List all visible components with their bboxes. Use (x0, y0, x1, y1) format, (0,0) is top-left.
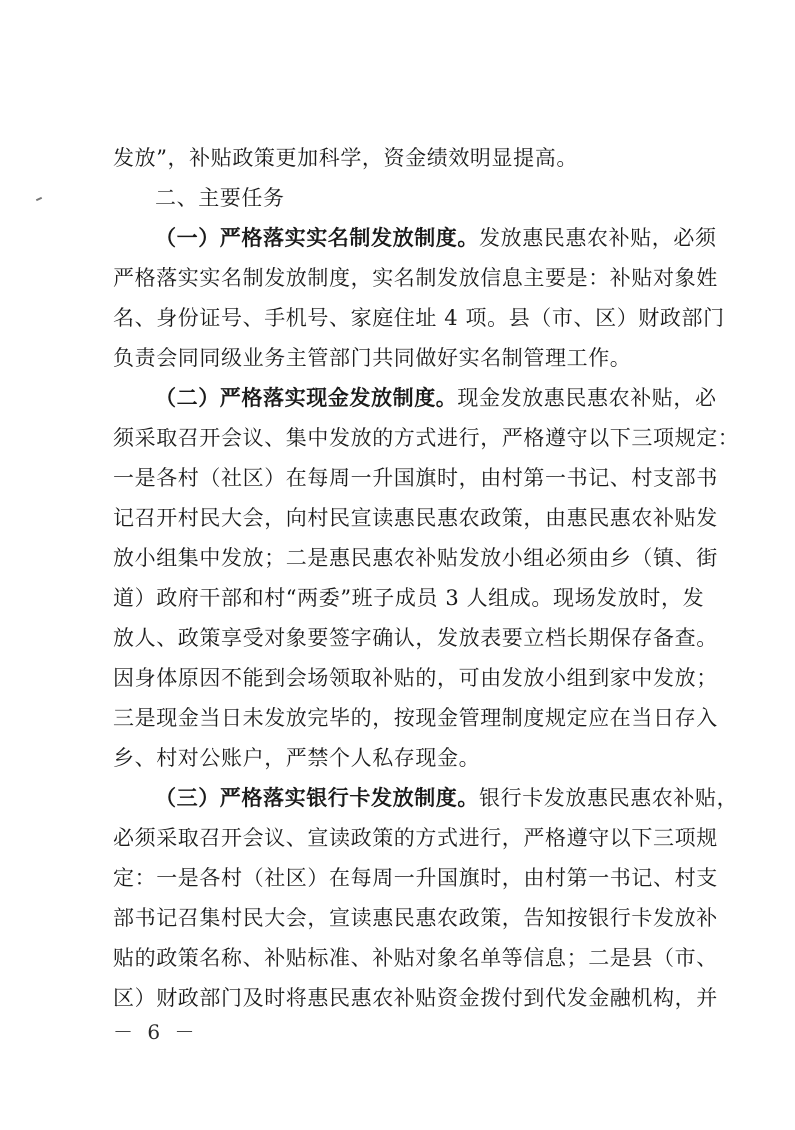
body-line: 放人、政策享受对象要签字确认，发放表要立档长期保存备查。 (113, 626, 718, 650)
body-line: 名、身份证号、手机号、家庭住址 4 项。县（市、区）财政部门 (113, 306, 725, 330)
body-line: 一是各村（社区）在每周一升国旗时，由村第一书记、村支部书 (113, 466, 718, 490)
body-line: 严格落实实名制发放制度，实名制发放信息主要是：补贴对象姓 (113, 266, 718, 290)
subsection-heading-1: （一）严格落实实名制发放制度。 (155, 225, 479, 250)
body-line: 记召开村民大会，向村民宣读惠民惠农政策，由惠民惠农补贴发 (113, 506, 718, 530)
body-line: 因身体原因不能到会场领取补贴的，可由发放小组到家中发放； (113, 666, 718, 690)
body-line: 乡、村对公账户，严禁个人私存现金。 (113, 746, 481, 770)
body-line: 须采取召开会议、集中发放的方式进行，严格遵守以下三项规定： (113, 426, 740, 450)
subsection-heading-3: （三）严格落实银行卡发放制度。 (155, 785, 479, 810)
body-line: 三是现金当日未发放完毕的，按现金管理制度规定应在当日存入 (113, 706, 718, 730)
page-number: － 6 － (113, 1020, 199, 1044)
subsection-heading-2: （二）严格落实现金发放制度。 (155, 385, 458, 410)
body-line: 部书记召集村民大会，宣读惠民惠农政策，告知按银行卡发放补 (113, 906, 718, 930)
subsection-line: （一）严格落实实名制发放制度。发放惠民惠农补贴，必须 (155, 225, 717, 250)
section-heading: 二、主要任务 (155, 186, 285, 210)
subsection-line: （三）严格落实银行卡发放制度。银行卡发放惠民惠农补贴， (155, 785, 739, 810)
scan-mark (36, 197, 42, 201)
body-line: 放小组集中发放；二是惠民惠农补贴发放小组必须由乡（镇、街 (113, 546, 718, 570)
body-line: 定：一是各村（社区）在每周一升国旗时，由村第一书记、村支 (113, 866, 718, 890)
subsection-line: （二）严格落实现金发放制度。现金发放惠民惠农补贴，必 (155, 385, 717, 410)
body-line: 道）政府干部和村“两委”班子成员 3 人组成。现场发放时，发 (113, 586, 705, 610)
body-line: 贴的政策名称、补贴标准、补贴对象名单等信息；二是县（市、 (113, 946, 718, 970)
body-line: 必须采取召开会议、宣读政策的方式进行，严格遵守以下三项规 (113, 826, 718, 850)
body-line: 负责会同同级业务主管部门共同做好实名制管理工作。 (113, 346, 632, 370)
body-line: 发放”，补贴政策更加科学，资金绩效明显提高。 (113, 146, 578, 170)
body-line: 区）财政部门及时将惠民惠农补贴资金拨付到代发金融机构，并 (113, 986, 718, 1010)
